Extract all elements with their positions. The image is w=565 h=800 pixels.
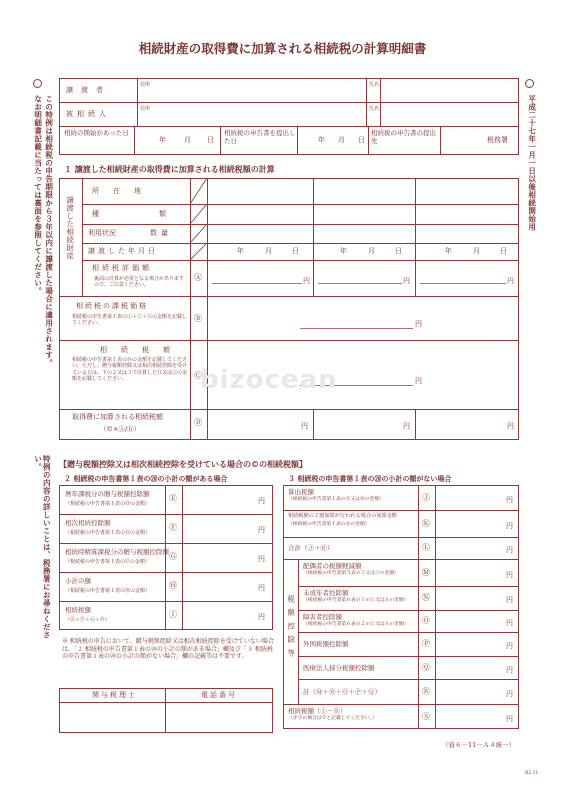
decedent-name-field[interactable]: [382, 103, 517, 125]
s2-row-1-mark: Ⓕ: [169, 523, 177, 532]
mark-c: Ⓒ: [194, 371, 202, 380]
row-usage-label: 利用状況: [88, 229, 116, 237]
s2-row-1-label: 相次相続控除額: [65, 519, 111, 527]
mark-d: Ⓓ: [194, 418, 202, 427]
s3-row-1-mark: Ⓚ: [422, 519, 430, 528]
s3-row-8-label: 計（Ⓜ＋Ⓝ＋Ⓞ＋Ⓟ＋Ⓠ）: [303, 688, 381, 696]
s3-row-5-field[interactable]: [437, 611, 503, 631]
s2-row-3-yen: 円: [258, 584, 265, 592]
diagonal-strikes: [190, 178, 207, 260]
date-day-2: 日: [395, 247, 402, 255]
yen-a2: 円: [403, 277, 410, 285]
date-day-1: 日: [292, 247, 299, 255]
heir-name-field[interactable]: [382, 79, 517, 101]
s3-row-8-yen: 円: [506, 690, 513, 698]
bracket-header: 【贈与税額控除又は相次相続控除を受けている場合の©の相続税額】: [59, 459, 307, 469]
row-tax-label: 相続税額: [100, 346, 184, 354]
yen-d3: 円: [507, 422, 514, 430]
s3-row-0-field[interactable]: [437, 486, 503, 509]
mark-b: Ⓑ: [194, 314, 202, 323]
row-valuation-label: 相続税評価額: [92, 264, 152, 272]
s3-row-3-sub: （相続税の申告書第５表の②又は㋐の金額）: [303, 571, 399, 576]
s2-row-4-yen: 円: [258, 613, 265, 621]
yen-a3: 円: [507, 277, 514, 285]
decedent-label: 被相続人: [66, 110, 110, 118]
s3-row-5-sub: （相続税の申告書第６表の２の②又は⑥の金額）: [303, 622, 409, 627]
s2-row-2-label: 相続時精算課税分の贈与税額控除額: [65, 548, 169, 556]
section1-title: １ 譲渡した相続財産の取得費に加算される相続税額の計算: [64, 164, 275, 174]
s3-row-4-sub: （相続税の申告書第６表の１の②又は⑥の金額）: [303, 598, 409, 603]
row-taxable-label: 相続税の課税価格: [76, 302, 148, 310]
section2-title: ２ 相続税の申告書第１表の⑳の小計の額がある場合: [64, 474, 228, 483]
heir-address-field[interactable]: [152, 79, 364, 101]
section2-note: ※ 相続税の申告において、贈与税額控除又は相次相続控除を受けていない場合は、「２ 相続税の申告書第１表の⑳の小計の額がある場合」欄及び「３ 相続税の申告書第１表の⑳の小計の額がない場合」欄の記載等は不要です。: [62, 638, 274, 660]
s3-row-2-label: 合計（Ⓙ＋Ⓚ）: [288, 544, 334, 552]
s3-row-0-mark: Ⓙ: [422, 493, 430, 502]
s2-row-4-mark: Ⓘ: [169, 610, 177, 619]
left-note-2: なお明細書記載に当たっては裏面を参照してください。: [33, 95, 43, 295]
s2-row-3-field[interactable]: [184, 573, 256, 600]
s3-row-1-yen: 円: [506, 522, 513, 530]
row-taxable-note: 相続税の申告書第１表の①＋②＋⑤の金額を記載してください。: [72, 314, 188, 327]
s2-row-1-sub: （相続税の申告書第１表の⑮の金額）: [65, 530, 151, 536]
s3-row-7-label: 医療法人持分税額控除額: [303, 664, 375, 672]
left-note-bottom: 特例の内容の詳しいことは、税務署にお尋ねください。: [33, 455, 52, 639]
s3-row-1-field[interactable]: [437, 511, 503, 536]
s3-row-0-yen: 円: [506, 496, 513, 504]
s2-row-2-mark: Ⓖ: [169, 552, 177, 561]
s3-row-0-sub: （相続税の申告書第１表の⑨又は⑩の金額）: [288, 497, 384, 502]
s3-row-2-field[interactable]: [437, 538, 503, 558]
row-location-label: 所在地: [92, 187, 155, 195]
s3-row-4-field[interactable]: [437, 587, 503, 609]
date-day-3: 日: [500, 247, 507, 255]
row-addition-label: 取得費に加算される相続税額: [72, 413, 163, 421]
s3-row-8-field[interactable]: [437, 680, 503, 703]
section1-vertical-label: 譲渡した相続財産: [65, 196, 75, 260]
row-valuation-note: 裏面の計算が必要となる場合がありますので、ご注意ください。: [94, 276, 185, 289]
tax-office-label: 税務署: [487, 136, 508, 144]
right-note: 平成二十七年一月一日以後相続開始用: [527, 95, 537, 231]
s3-row-6-field[interactable]: [437, 633, 503, 655]
phone-label: 電話番号: [201, 691, 237, 699]
filed-to-label: 相続税の申告書の提出先: [371, 129, 436, 146]
row-tax-note: 相続税の申告書第１表の⑲の金額を記載してください。ただし、贈与税額控除又は相次相続控除を受けている方は、下の２又は３で計算した⑪又は⑤の金額を記載してください。: [72, 357, 188, 382]
s2-row-2-field[interactable]: [184, 544, 256, 571]
start-date-label: 相続の開始があった日: [64, 129, 129, 137]
advisor-field[interactable]: [60, 703, 164, 732]
s3-row-3-mark: Ⓜ: [422, 568, 430, 577]
heir-label: 譲渡者: [66, 86, 111, 94]
left-note: この特例は相続税の申告期限から３年以内に譲渡した場合に適用されます。: [44, 95, 54, 367]
s3-row-9-field[interactable]: [437, 705, 503, 728]
date-month-2: 月: [368, 247, 375, 255]
s3-row-7-mark: Ⓠ: [422, 663, 430, 672]
start-day: 日: [207, 136, 214, 144]
filed-month: 月: [338, 136, 345, 144]
section3-title: ３ 相続税の申告書第１表の⑳の小計の額がない場合: [288, 474, 452, 483]
s3-row-2-mark: Ⓛ: [422, 543, 430, 552]
s3-row-9-sub: （赤字の場合は０と記載してください。）: [288, 716, 377, 721]
s3-row-3-label: 配偶者の税額軽減額: [303, 562, 362, 570]
s3-row-5-yen: 円: [506, 619, 513, 627]
s3-row-5-label: 障害者控除額: [303, 613, 342, 621]
filed-year: 年: [318, 136, 325, 144]
yen-c: 円: [415, 377, 422, 385]
s3-row-7-field[interactable]: [437, 657, 503, 678]
s3-row-3-yen: 円: [506, 571, 513, 579]
start-month: 月: [184, 136, 191, 144]
s3-row-9-label: 相続税額（Ⓛ－Ⓡ）: [288, 707, 347, 715]
row-date-label: 譲渡した年月日: [88, 247, 158, 255]
punch-hole-right: [525, 79, 534, 88]
row-addition-formula: （©×Ⓐ/Ⓑ）: [100, 425, 141, 433]
s3-row-1-sub: （相続税の申告書第１表の⑪の金額）: [288, 522, 370, 527]
s2-row-1-yen: 円: [258, 526, 265, 534]
s3-row-6-label: 外国税額控除額: [303, 640, 349, 648]
start-year: 年: [159, 136, 166, 144]
advisor-label: 関与税理士: [92, 691, 137, 699]
yen-d2: 円: [403, 422, 410, 430]
s2-row-4-field[interactable]: [184, 602, 256, 629]
s2-row-3-mark: Ⓗ: [169, 581, 177, 590]
punch-hole-left: [33, 79, 42, 88]
s2-row-0-label: 暦年課税分の贈与税額控除額: [65, 490, 150, 498]
s3-row-4-label: 未成年者控除額: [303, 589, 349, 597]
yen-a1: 円: [303, 277, 310, 285]
s2-row-4-sub: （Ⓔ＋Ⓕ＋Ⓖ＋Ⓗ）: [65, 617, 111, 623]
s3-row-8-mark: Ⓡ: [422, 687, 430, 696]
phone-field[interactable]: [166, 703, 272, 732]
version: R2.11: [525, 771, 539, 776]
s3-row-1-label: 相続税額の２割加算が行われる場合の加算金額: [288, 513, 397, 519]
decedent-name-label: 氏名: [369, 106, 380, 112]
filed-date-label: 相続税の申告書を提出した日: [224, 129, 296, 146]
s3-row-3-field[interactable]: [437, 560, 503, 585]
date-year-2: 年: [340, 247, 347, 255]
s3-row-9-yen: 円: [506, 715, 513, 723]
s2-row-0-mark: Ⓔ: [169, 494, 177, 503]
s2-row-0-yen: 円: [258, 497, 265, 505]
row-quantity-label: 数量: [150, 229, 172, 237]
s3-row-2-yen: 円: [506, 546, 513, 554]
s2-row-4-label: 相続税額: [65, 606, 91, 614]
yen-b: 円: [415, 320, 422, 328]
s3-row-9-mark: Ⓢ: [422, 712, 430, 721]
s2-row-0-sub: （相続税の申告書第１表の⑬の金額）: [65, 501, 151, 507]
heir-name-label: 氏名: [369, 82, 380, 88]
section3-vertical-label: 税額控除等: [286, 595, 296, 663]
s3-row-5-mark: Ⓞ: [422, 616, 430, 625]
s2-row-0-field[interactable]: [184, 486, 256, 513]
heir-address-label: 住所: [140, 82, 151, 88]
s2-row-2-sub: （相続税の申告書第１表の⑰の金額）: [65, 559, 151, 565]
date-year-1: 年: [237, 247, 244, 255]
date-year-3: 年: [445, 247, 452, 255]
mark-a: Ⓐ: [194, 273, 202, 282]
s2-row-3-label: 小計の額: [65, 577, 91, 585]
s3-row-0-label: 算出税額: [288, 488, 314, 496]
decedent-address-label: 住所: [140, 106, 151, 112]
date-month-1: 月: [265, 247, 272, 255]
s3-row-4-yen: 円: [506, 596, 513, 604]
s3-row-6-yen: 円: [506, 642, 513, 650]
s2-row-3-sub: （相続税の申告書第１表の⑳の金額）: [65, 588, 151, 594]
yen-d1: 円: [301, 422, 308, 430]
filed-day: 日: [358, 136, 365, 144]
s3-row-7-yen: 円: [506, 666, 513, 674]
s2-row-1-field[interactable]: [184, 515, 256, 542]
s3-row-4-mark: Ⓝ: [422, 593, 430, 602]
s2-row-2-yen: 円: [258, 555, 265, 563]
form-code: （資６－11－Ａ４統一）: [442, 741, 516, 749]
page-title: 相続財産の取得費に加算される相続税の計算明細書: [138, 41, 427, 56]
decedent-address-field[interactable]: [152, 103, 364, 125]
date-month-3: 月: [473, 247, 480, 255]
row-kind-label: 種類: [92, 210, 226, 218]
watermark: bizocean: [200, 365, 338, 395]
s3-row-6-mark: Ⓟ: [422, 639, 430, 648]
